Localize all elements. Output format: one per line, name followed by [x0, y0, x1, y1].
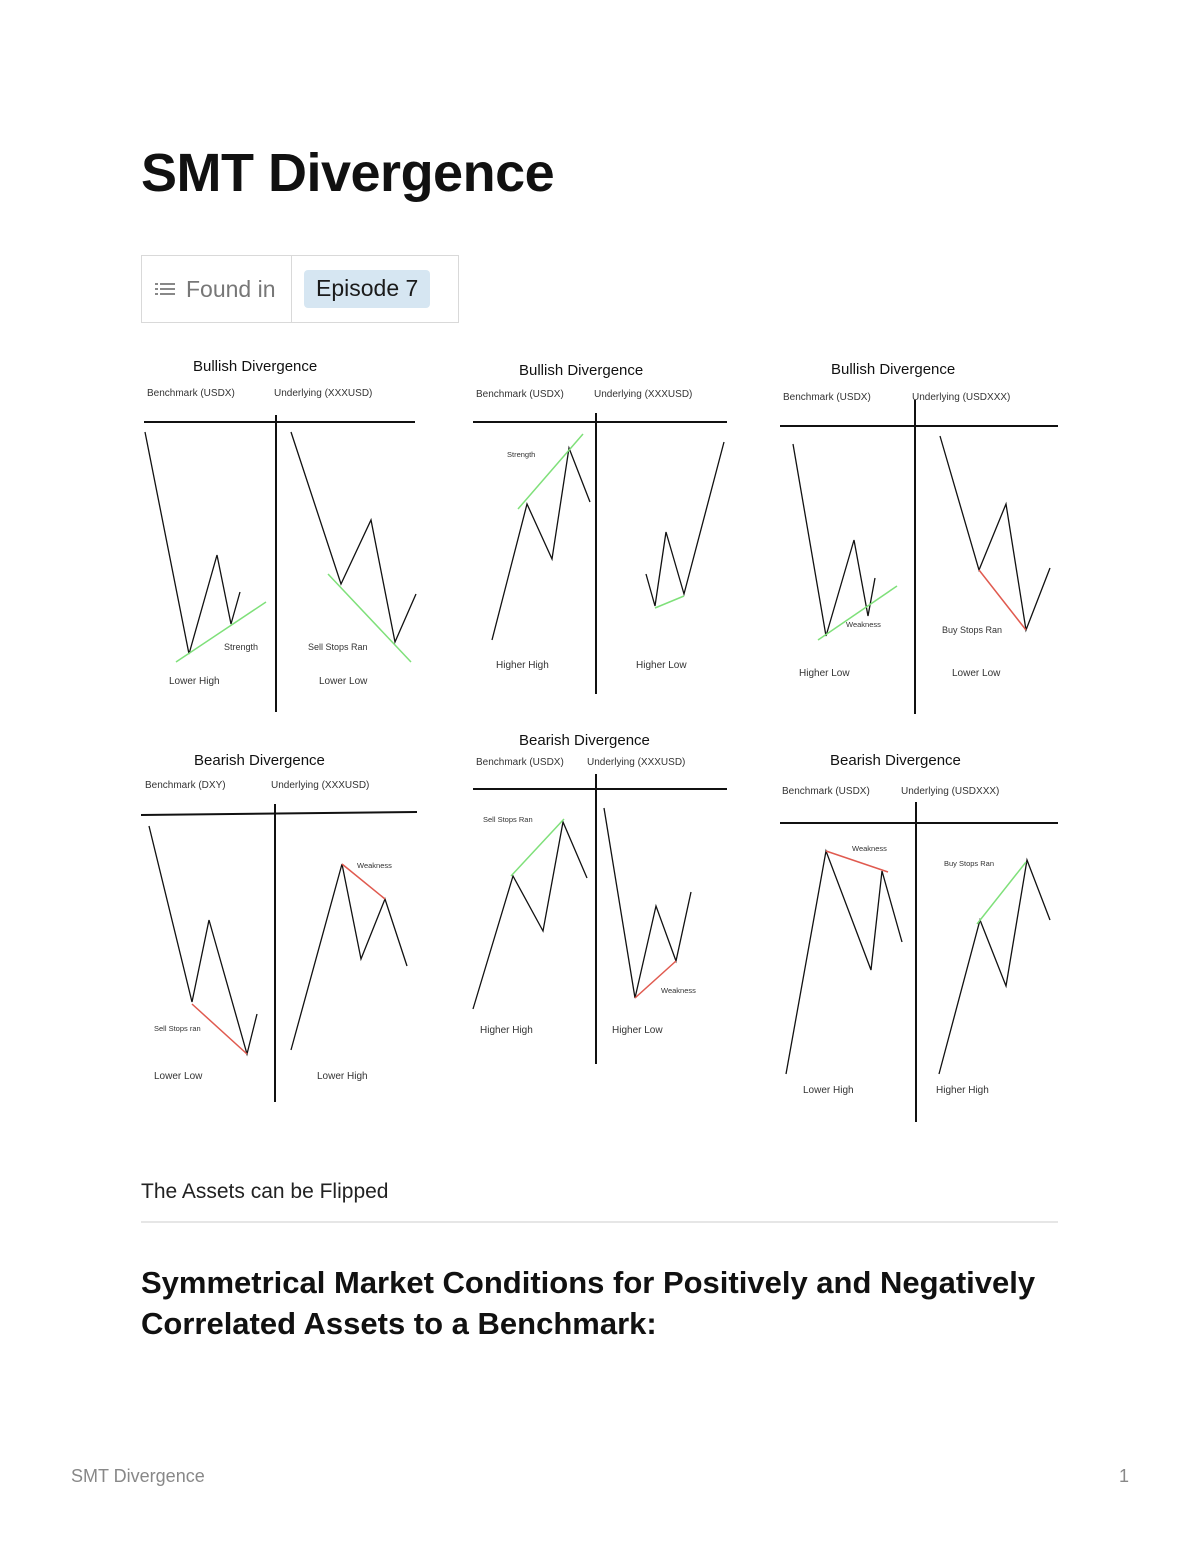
property-key: [142, 256, 292, 322]
diagram-bottom-right: Lower Low: [952, 668, 1001, 679]
diagram-left-label: Benchmark (USDX): [476, 757, 564, 768]
property-row-found-in: [141, 255, 459, 323]
diagram-bullish-3: [778, 354, 1060, 716]
diagram-bottom-left: Higher High: [480, 1025, 533, 1036]
diagram-note-left: Strength: [507, 450, 536, 459]
episode-tag[interactable]: Episode 7: [304, 270, 430, 308]
diagram-left-label: Benchmark (USDX): [476, 389, 564, 400]
property-key-label: Found in: [186, 275, 276, 302]
diagram-title: Bearish Divergence: [830, 752, 961, 769]
diagram-title: Bearish Divergence: [519, 732, 650, 749]
diagram-bottom-right: Higher Low: [612, 1025, 663, 1036]
diagram-bottom-right: Lower High: [317, 1071, 368, 1082]
diagram-right-label: Underlying (XXXUSD): [274, 388, 373, 399]
diagram-bullish-2: [470, 356, 730, 696]
page-title: SMT Divergence: [141, 143, 555, 203]
diagram-left-label: Benchmark (DXY): [145, 780, 226, 791]
diagram-bottom-left: Lower Low: [154, 1071, 203, 1082]
diagram-left-label: Benchmark (USDX): [782, 786, 870, 797]
divider: [141, 1221, 1058, 1223]
diagram-note-right: Buy Stops Ran: [942, 625, 1003, 635]
footer-page-number: 1: [1118, 1466, 1129, 1486]
diagram-bottom-left: Lower High: [803, 1085, 854, 1096]
diagram-bottom-right: Higher High: [936, 1085, 989, 1096]
diagram-bearish-2: [470, 726, 730, 1066]
diagram-right-label: Underlying (XXXUSD): [271, 780, 370, 791]
diagram-note-right: Buy Stops Ran: [944, 859, 995, 868]
property-value: [292, 256, 458, 322]
diagram-title: Bullish Divergence: [831, 361, 956, 378]
diagram-title: Bullish Divergence: [519, 362, 644, 379]
diagram-bottom-left: Lower High: [169, 676, 220, 687]
caption-text: The Assets can be Flipped: [141, 1180, 389, 1203]
diagram-right-label: Underlying (XXXUSD): [587, 757, 686, 768]
diagram-bullish-1: [141, 352, 421, 714]
diagram-bearish-1: [139, 744, 421, 1106]
diagram-note-right: Weakness: [357, 861, 392, 870]
diagram-bottom-right: Higher Low: [636, 660, 687, 671]
diagram-bottom-left: Higher Low: [799, 668, 850, 679]
list-icon: [154, 278, 176, 300]
diagram-note-right: Weakness: [661, 986, 696, 995]
diagram-note-left: Weakness: [852, 844, 887, 853]
section-heading: Symmetrical Market Conditions for Positively and Negatively Correlated Assets to a Benchmark:: [141, 1265, 1036, 1341]
diagram-bottom-right: Lower Low: [319, 676, 368, 687]
diagram-title: Bearish Divergence: [194, 752, 325, 769]
diagram-right-label: Underlying (USDXXX): [912, 392, 1011, 403]
footer-doc-title: SMT Divergence: [71, 1466, 205, 1486]
diagram-note-right: Sell Stops Ran: [308, 642, 368, 652]
diagram-right-label: Underlying (XXXUSD): [594, 389, 693, 400]
diagram-left-label: Benchmark (USDX): [147, 388, 235, 399]
diagram-note-left: Sell Stops Ran: [483, 815, 533, 824]
diagram-left-label: Benchmark (USDX): [783, 392, 871, 403]
diagram-note-left: Sell Stops ran: [154, 1024, 201, 1033]
diagram-bearish-3: [778, 744, 1060, 1124]
diagram-note-left: Strength: [224, 642, 259, 652]
diagram-note-left: Weakness: [846, 620, 881, 629]
diagram-bottom-left: Higher High: [496, 660, 549, 671]
diagram-right-label: Underlying (USDXXX): [901, 786, 1000, 797]
diagram-title: Bullish Divergence: [193, 358, 318, 375]
